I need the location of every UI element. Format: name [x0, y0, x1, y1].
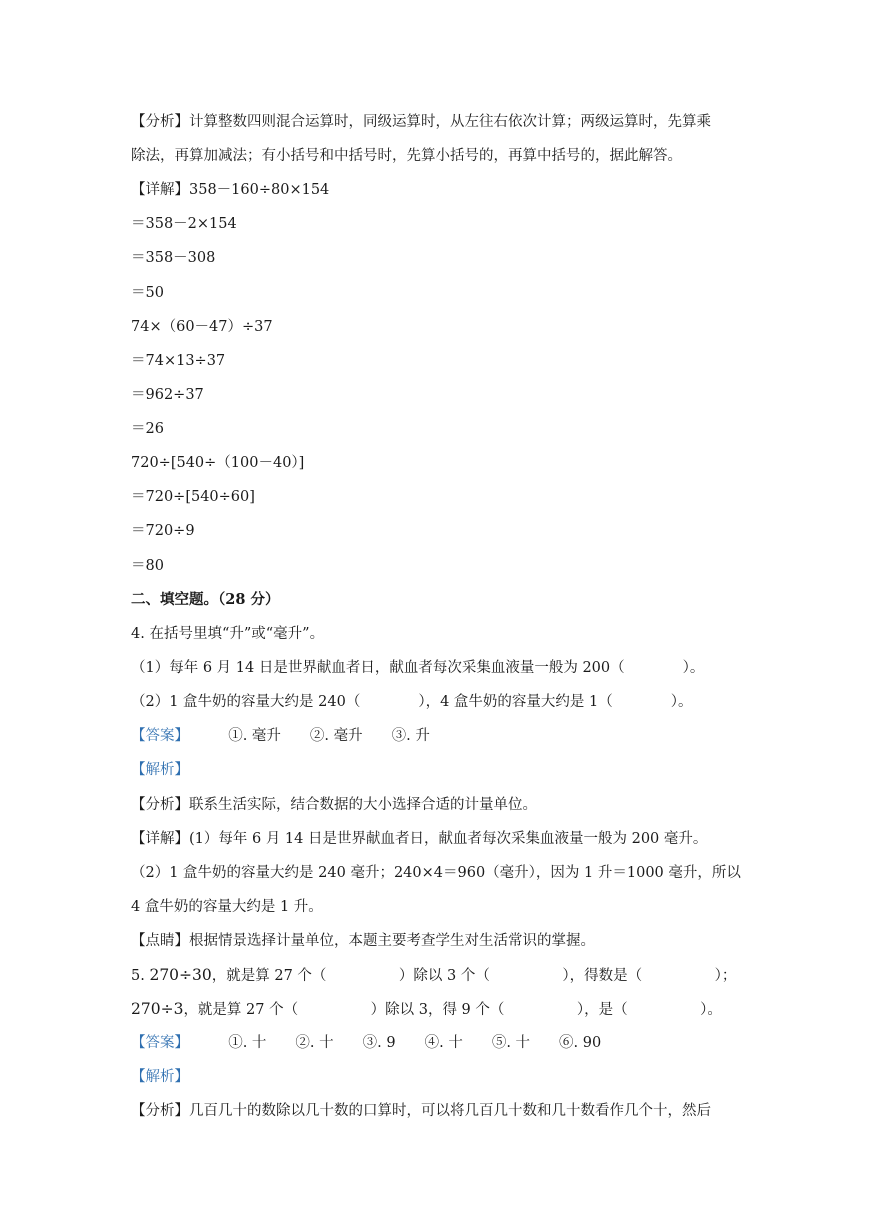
calc-step: ＝720÷9 [131, 523, 195, 539]
calc-step: ＝358－308 [131, 250, 216, 266]
question-4-part-2: （2）1 盒牛奶的容量大约是 240（ ），4 盒牛奶的容量大约是 1（ ）。 [131, 694, 693, 710]
question-4-detail-2: （2）1 盒牛奶的容量大约是 240 毫升；240×4＝960（毫升），因为 1 升＝1000 毫升，所以 [131, 865, 741, 881]
calc-step: ＝358－2×154 [131, 216, 237, 232]
answer-label: 【答案】 [131, 728, 189, 744]
calc-step: ＝80 [131, 558, 164, 574]
question-5-answer [131, 1033, 741, 1053]
calc-expression: 74×（60－47）÷37 [131, 319, 273, 335]
calc-step: ＝74×13÷37 [131, 353, 226, 369]
section-heading: 二、填空题。（28 分） [131, 591, 280, 608]
question-4-detail-3: 4 盒牛奶的容量大约是 1 升。 [131, 899, 323, 915]
question-4-explanation-label: 【解析】 [131, 762, 189, 778]
question-4-analysis: 【分析】联系生活实际，结合数据的大小选择合适的计量单位。 [131, 797, 537, 813]
answer-label: 【答案】 [131, 1035, 189, 1051]
analysis-line-2: 除法，再算加减法；有小括号和中括号时，先算小括号的，再算中括号的，据此解答。 [131, 148, 682, 164]
answer-text: ①. 十 ②. 十 ③. 9 ④. 十 ⑤. 十 ⑥. 90 [228, 1035, 602, 1051]
question-5-number: 5. [131, 968, 145, 984]
calc-step: ＝50 [131, 285, 164, 301]
question-4-answer [131, 726, 741, 746]
detail-line-1: 【详解】358－160÷80×154 [131, 182, 330, 198]
calc-step: ＝26 [131, 421, 164, 437]
analysis-line-1: 【分析】计算整数四则混合运算时，同级运算时，从左往右依次计算；两级运算时，先算乘 [131, 114, 711, 130]
question-4-part-1: （1）每年 6 月 14 日是世界献血者日，献血者每次采集血液量一般为 200（ ）。 [131, 660, 705, 676]
question-5-text-2: ，就是算 27 个（ ）除以 3，得 9 个（ ），是（ ）。 [183, 1002, 722, 1018]
calc-step: ＝962÷37 [131, 387, 204, 403]
math-expression: 270÷30 [149, 966, 212, 984]
question-5-text-1: ，就是算 27 个（ ）除以 3 个（ ），得数是（ ）； [211, 968, 737, 984]
calc-expression: 720÷[540÷（100－40）] [131, 455, 305, 471]
calc-step: ＝720÷[540÷60] [131, 489, 255, 505]
answer-text: ①. 毫升 ②. 毫升 ③. 升 [228, 728, 430, 744]
question-4-comment: 【点睛】根据情景选择计量单位，本题主要考查学生对生活常识的掌握。 [131, 933, 595, 949]
question-5-analysis: 【分析】几百几十的数除以几十数的口算时，可以将几百几十数和几十数看作几个十，然后 [131, 1103, 711, 1119]
question-4-stem: 4. 在括号里填“升”或“毫升”。 [131, 626, 325, 642]
question-5-line-2 [131, 999, 741, 1020]
question-5-explanation-label: 【解析】 [131, 1069, 189, 1085]
question-5-line-1 [131, 965, 741, 986]
math-expression: 270÷3 [131, 1000, 184, 1018]
question-4-detail-1: 【详解】(1）每年 6 月 14 日是世界献血者日，献血者每次采集血液量一般为 200 毫升。 [131, 831, 708, 847]
